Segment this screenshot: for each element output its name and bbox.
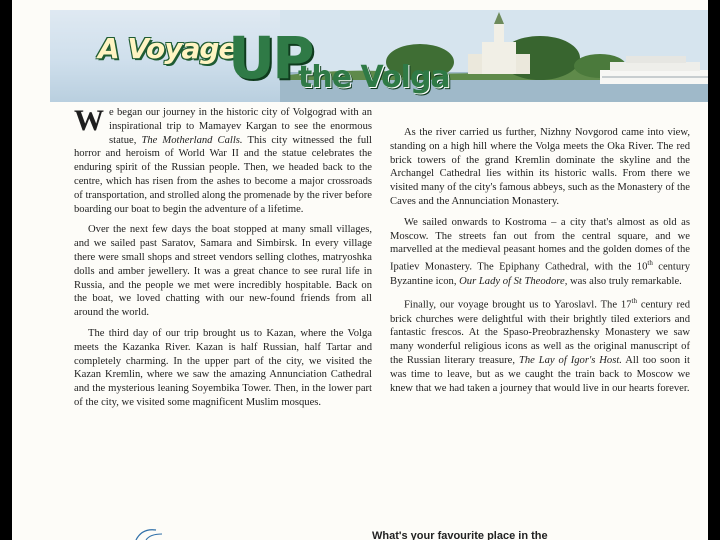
- right-paragraph-3: Finally, our voyage brought us to Yaroslavl. The 17th century red brick churches were delightful with their brightly tiled exteriors and fantastic frescos. At the Spaso-Preobrazhensky Monastery we saw many wonderful religious icons as well as the original manuscript of the Russian literary treasure, The Lay of Igor's Host. All too soon it was time to leave, but as we caught the train back to Moscow we knew that we had taken a journey that would live in our hearts forever.: [390, 297, 690, 394]
- title-part-up: UP: [228, 24, 312, 92]
- article-column-left: [74, 106, 372, 417]
- next-page-question: What's your favourite place in the: [372, 530, 548, 540]
- title-part-the-volga: the Volga: [298, 60, 450, 95]
- title-banner: [50, 10, 708, 102]
- drop-cap: W: [74, 104, 104, 137]
- right-paragraph-1: As the river carried us further, Nizhny Novgorod came into view, standing on a high hill where the Volga meets the Oka River. The red brick towers of the grand Kremlin dominate the skyline and the Archangel Cathedral lies within its historic walls. From there we visited many of the city's famous abbeys, such as the Monastery of the Caves and the Annunciation Monastery.: [390, 127, 690, 207]
- article-column-right: [390, 126, 690, 402]
- left-paragraph-2: Over the next few days the boat stopped at many small villages, and we sailed past Saratov, Samara and Simbirsk. In every village there were small shops and street vendors selling clothes, matryoshka dolls and amber jewellery. It was a great chance to see rural life in Russia, and the people we met were incredibly hospitable. Back on the boat, we loved chatting with our new-found friends from all around the world.: [74, 224, 372, 319]
- left-paragraph-1: We began our journey in the historic city of Volgograd with an inspirational trip to Mamayev Kargan to see the enormous statue, The Motherland Calls. This city witnessed the full horror and heroism of World War II and the statue celebrates the enduring spirit of the Russian people. Then, we headed back to the centre, which has risen from the ashes to become a major crossroads of transportation, and strolled along the promenade by the river before boarding our boat to begin the adventure of a lifetime.: [74, 104, 372, 215]
- magazine-page: [12, 0, 708, 540]
- right-paragraph-2: We sailed onwards to Kostroma – a city that's almost as old as Moscow. The streets fan out from the central square, and we marvelled at the medieval peasant homes and the golden domes of the Ipatiev Monastery. The Epiphany Cathedral, with the 10th century Byzantine icon, Our Lady of St Theodore, was also truly remarkable.: [390, 216, 691, 287]
- title-part-a-voyage: A Voyage: [98, 32, 237, 65]
- left-paragraph-3: The third day of our trip brought us to Kazan, where the Volga meets the Kazanka River. Kazan is half Russian, half Tartar and completely charming. In the upper part of the city, we visited the Kazan Kremlin, where we saw the amazing Annunciation Cathedral and the mysterious leaning Soyembika Tower. Then, in the lower part of the city, we visited some magnificent Muslim mosques.: [74, 327, 372, 408]
- page-corner-decoration: [132, 526, 172, 540]
